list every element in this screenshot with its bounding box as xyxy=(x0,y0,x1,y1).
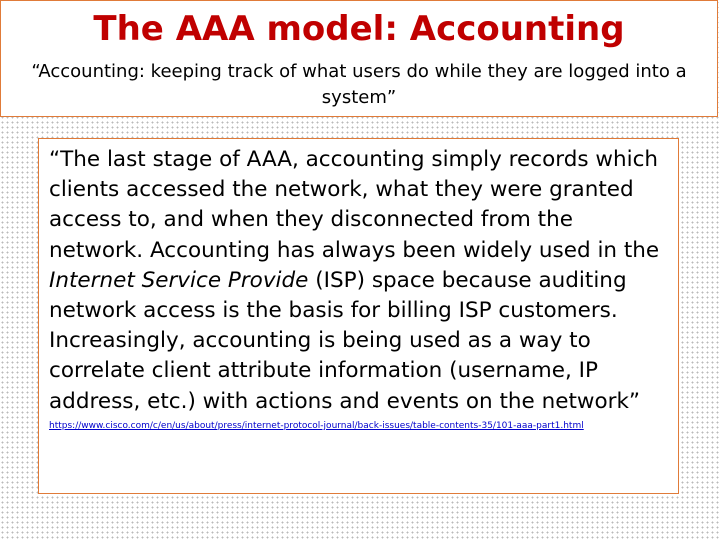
quote-box xyxy=(38,138,679,494)
title-box xyxy=(0,0,718,117)
quote-text xyxy=(49,145,670,417)
quote-emphasis: Internet Service Provide xyxy=(49,267,309,293)
source-link[interactable]: https://www.cisco.com/c/en/us/about/press/internet-protocol-journal/back-issues/table-contents-35/101-aaa-part1.html xyxy=(49,420,584,431)
quote-text-part1: “The last stage of AAA, accounting simply records which clients accessed the network, what they were granted access to, and when they disconnected from the network. Accounting has always been widely used in the xyxy=(49,147,660,263)
page-title: The AAA model: Accounting xyxy=(93,9,625,49)
definition-subtitle: “Accounting: keeping track of what users do while they are logged into a system” xyxy=(31,61,687,108)
quote-text-part2: (ISP) space because auditing network access is the basis for billing ISP customers. Increasingly, accounting is being used as a way to correlate client attribute information (username, IP address, etc.) with actions and events on the network” xyxy=(49,267,641,414)
